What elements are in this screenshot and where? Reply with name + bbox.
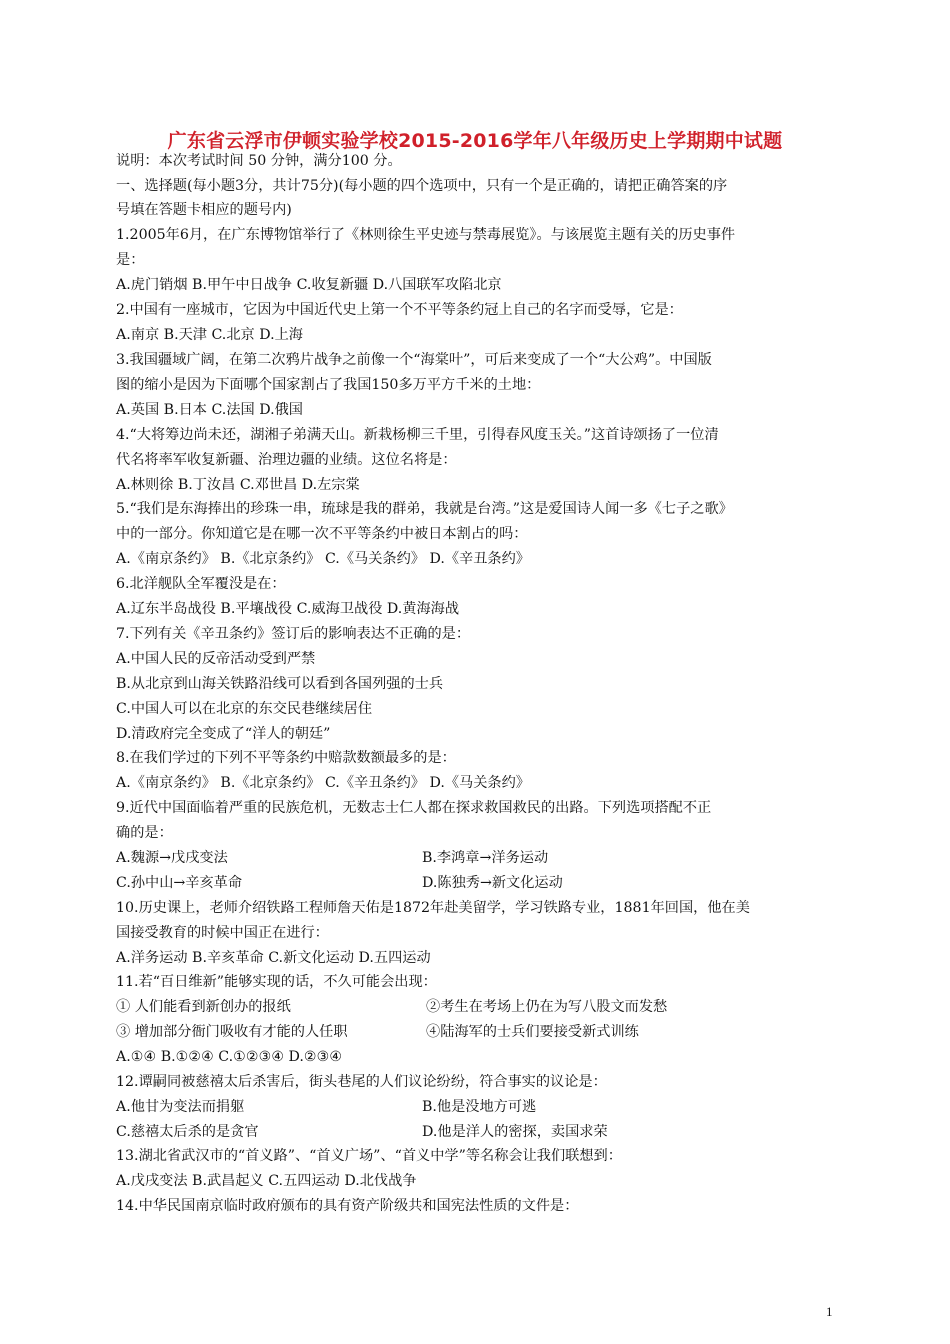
exam-note: 说明：本次考试时间 50 分钟，满分100 分。 — [116, 153, 402, 169]
section-instructions-cont: 号填在答题卡相应的题号内) — [116, 202, 292, 218]
question-11-item-3: ③ 增加部分衙门吸收有才能的人任职 — [116, 1024, 348, 1040]
question-4-options: A.林则徐 B.丁汝昌 C.邓世昌 D.左宗棠 — [116, 477, 360, 493]
question-11-items-row2 — [116, 1023, 816, 1041]
question-12-option-c: C.慈禧太后杀的是贪官 — [116, 1124, 259, 1140]
question-9-options-row1 — [116, 849, 816, 867]
question-11-options: A.①④ B.①②④ C.①②③④ D.②③④ — [116, 1049, 343, 1065]
question-13-stem: 13.湖北省武汉市的“首义路”、“首义广场”、“首义中学”等名称会让我们联想到： — [116, 1148, 622, 1164]
question-5-stem: 5.“我们是东海捧出的珍珠一串，琉球是我的群弟，我就是台湾。”这是爱国诗人闻一多《七子之歌》 — [116, 501, 733, 517]
question-7-option-c: C.中国人可以在北京的东交民巷继续居住 — [116, 701, 373, 717]
question-2-options: A.南京 B.天津 C.北京 D.上海 — [116, 327, 303, 343]
question-4-stem-cont: 代名将率军收复新疆、治理边疆的业绩。这位名将是： — [116, 452, 457, 468]
question-2-stem: 2.中国有一座城市，它因为中国近代史上第一个不平等条约冠上自己的名字而受辱，它是： — [116, 302, 683, 318]
question-10-stem-cont: 国接受教育的时候中国正在进行： — [116, 925, 329, 941]
question-7-option-a: A.中国人民的反帝活动受到严禁 — [116, 651, 316, 667]
question-11-stem: 11.若“百日维新”能够实现的话，不久可能会出现： — [116, 974, 437, 990]
question-13-options: A.戊戌变法 B.武昌起义 C.五四运动 D.北伐战争 — [116, 1173, 417, 1189]
question-3-options: A.英国 B.日本 C.法国 D.俄国 — [116, 402, 303, 418]
question-5-options: A.《南京条约》 B.《北京条约》 C.《马关条约》 D.《辛丑条约》 — [116, 551, 530, 567]
question-12-option-d: D.他是洋人的密探，卖国求荣 — [422, 1124, 608, 1140]
question-4-stem: 4.“大将筹边尚未还，湖湘子弟满天山。新栽杨柳三千里，引得春风度玉关。”这首诗颂扬了一位清 — [116, 427, 719, 443]
question-9-options-row2 — [116, 874, 816, 892]
question-3-stem-cont: 图的缩小是因为下面哪个国家割占了我国150多万平方千米的土地： — [116, 377, 541, 393]
question-12-option-a: A.他甘为变法而捐躯 — [116, 1099, 245, 1115]
question-6-stem: 6.北洋舰队全军覆没是在： — [116, 576, 286, 592]
question-7-option-b: B.从北京到山海关铁路沿线可以看到各国列强的士兵 — [116, 676, 444, 692]
question-9-option-c: C.孙中山→辛亥革命 — [116, 875, 243, 891]
question-7-stem: 7.下列有关《辛丑条约》签订后的影响表达不正确的是： — [116, 626, 471, 642]
question-9-option-a: A.魏源→戊戌变法 — [116, 850, 228, 866]
question-9-stem: 9.近代中国面临着严重的民族危机，无数志士仁人都在探求救国救民的出路。下列选项搭配不正 — [116, 800, 712, 816]
question-1-stem-cont: 是： — [116, 252, 145, 268]
question-14-stem: 14.中华民国南京临时政府颁布的具有资产阶级共和国宪法性质的文件是： — [116, 1198, 579, 1214]
question-12-options-row1 — [116, 1098, 816, 1116]
question-12-options-row2 — [116, 1123, 816, 1141]
question-7-option-d: D.清政府完全变成了“洋人的朝廷” — [116, 726, 331, 742]
page-number: 1 — [826, 1304, 833, 1319]
question-8-stem: 8.在我们学过的下列不平等条约中赔款数额最多的是： — [116, 750, 456, 766]
question-5-stem-cont: 中的一部分。你知道它是在哪一次不平等条约中被日本割占的吗： — [116, 526, 528, 542]
question-12-option-b: B.他是没地方可逃 — [422, 1099, 537, 1115]
question-1-stem: 1.2005年6月，在广东博物馆举行了《林则徐生平史迹与禁毒展览》。与该展览主题有关的历史事件 — [116, 227, 736, 243]
question-11-item-2: ②考生在考场上仍在为写八股文而发愁 — [426, 999, 668, 1015]
question-11-item-4: ④陆海军的士兵们要接受新式训练 — [426, 1024, 639, 1040]
question-9-stem-cont: 确的是： — [116, 825, 173, 841]
question-12-stem: 12.谭嗣同被慈禧太后杀害后，街头巷尾的人们议论纷纷，符合事实的议论是： — [116, 1074, 607, 1090]
question-8-options: A.《南京条约》 B.《北京条约》 C.《辛丑条约》 D.《马关条约》 — [116, 775, 530, 791]
question-6-options: A.辽东半岛战役 B.平壤战役 C.威海卫战役 D.黄海海战 — [116, 601, 460, 617]
question-9-option-d: D.陈独秀→新文化运动 — [422, 875, 563, 891]
section-instructions: 一、选择题(每小题3分，共计75分)(每小题的四个选项中，只有一个是正确的，请把正确答案的序 — [116, 178, 728, 194]
question-11-item-1: ① 人们能看到新创办的报纸 — [116, 999, 291, 1015]
question-3-stem: 3.我国疆域广阔，在第二次鸦片战争之前像一个“海棠叶”，可后来变成了一个“大公鸡”。中国版 — [116, 352, 712, 368]
question-10-options: A.洋务运动 B.辛亥革命 C.新文化运动 D.五四运动 — [116, 950, 431, 966]
question-11-items-row1 — [116, 998, 816, 1016]
exam-title: 广东省云浮市伊顿实验学校2015-2016学年八年级历史上学期期中试题 — [167, 130, 783, 152]
question-10-stem: 10.历史课上，老师介绍铁路工程师詹天佑是1872年赴美留学，学习铁路专业，1881年回国，他在美 — [116, 900, 750, 916]
question-9-option-b: B.李鸿章→洋务运动 — [422, 850, 549, 866]
question-1-options: A.虎门销烟 B.甲午中日战争 C.收复新疆 D.八国联军攻陷北京 — [116, 277, 502, 293]
